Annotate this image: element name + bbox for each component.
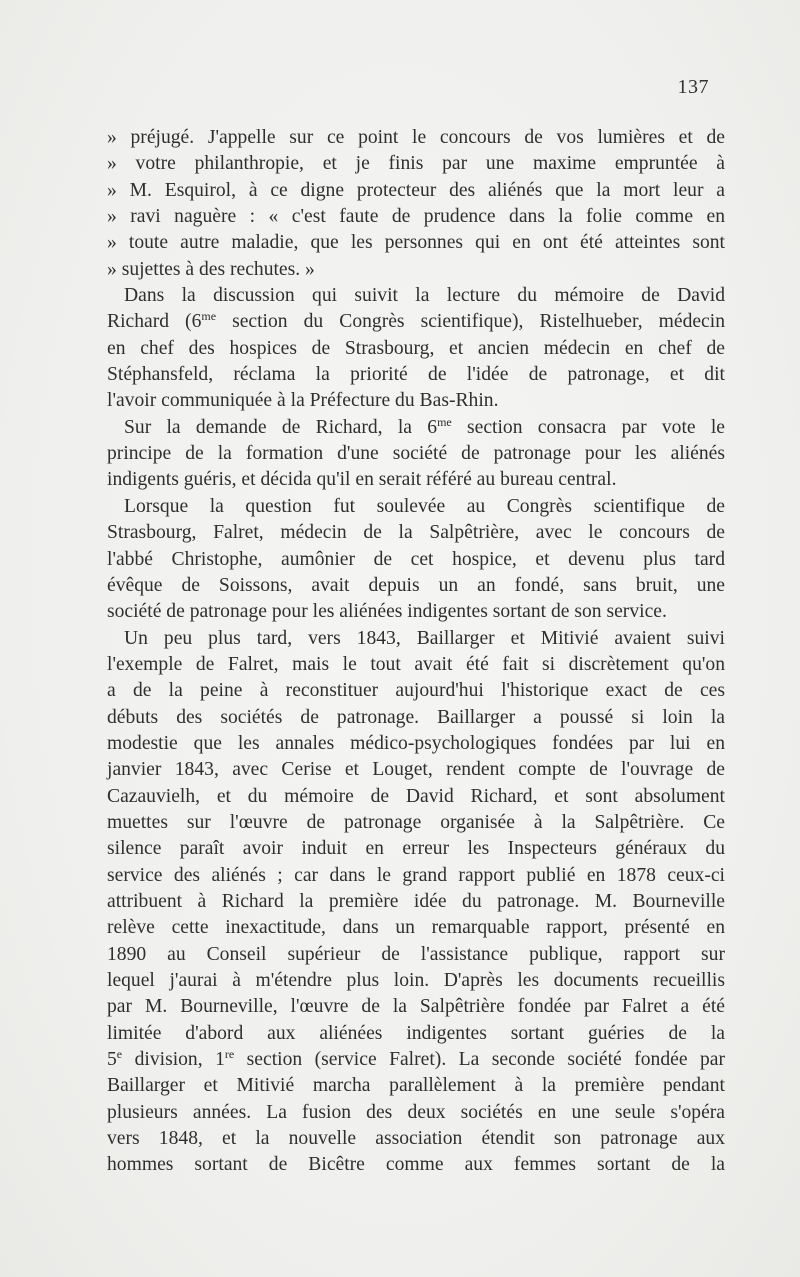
body-text (107, 125, 725, 1179)
text-line: » toute autre maladie, que les personnes qui en ont été atteintes sont (107, 232, 725, 254)
text-line: » sujettes à des rechutes. » (107, 258, 315, 280)
page-number: 137 (677, 76, 709, 98)
paragraph (107, 415, 725, 494)
text-line: Dans la discussion qui suivit la lecture du mémoire de David (124, 285, 725, 307)
text-line: attribuent à Richard la première idée du patronage. M. Bourneville (107, 890, 725, 912)
text-line: l'abbé Christophe, aumônier de cet hospice, et devenu plus tard (107, 548, 725, 570)
text-line: plusieurs années. La fusion des deux sociétés en une seule s'opéra (107, 1101, 725, 1123)
text-line: » préjugé. J'appelle sur ce point le concours de vos lumières et de (107, 127, 725, 148)
text-line: Richard ($6^{me}$ section du Congrès scientifique), Ristelhueber, médecin (107, 309, 725, 333)
text-line: débuts des sociétés de patronage. Baillarger a poussé si loin la (107, 706, 725, 728)
text-line: » M. Esquirol, à ce digne protecteur des aliénés que la mort leur a (107, 179, 725, 201)
text-line: par M. Bourneville, l'œuvre de la Salpêtrière fondée par Falret a été (107, 996, 725, 1018)
text-line: Cazauvielh, et du mémoire de David Richard, et sont absolument (107, 785, 725, 807)
text-line: principe de la formation d'une société de patronage pour les aliénés (107, 443, 725, 465)
text-line: Strasbourg, Falret, médecin de la Salpêtrière, avec le concours de (107, 522, 725, 544)
paragraph (107, 283, 725, 415)
text-line: Baillarger et Mitivié marcha parallèlement à la première pendant (107, 1075, 725, 1097)
text-line: lequel j'aurai à m'étendre plus loin. D'après les documents recueillis (107, 970, 725, 991)
text-line: modestie que les annales médico-psychologiques fondées par lui en (107, 732, 725, 754)
text-line: janvier 1843, avec Cerise et Louget, rendent compte de l'ouvrage de (107, 759, 725, 781)
text-line: l'avoir communiquée à la Préfecture du Bas-Rhin. (107, 390, 499, 412)
text-line: relève cette inexactitude, dans un remarquable rapport, présenté en (107, 917, 725, 939)
text-line: indigents guéris, et décida qu'il en serait référé au bureau central. (107, 469, 617, 491)
text-line: a de la peine à reconstituer aujourd'hui l'historique exact de ces (107, 680, 725, 702)
text-line: Sur la demande de Richard, la $6^{me}$ section consacra par vote le (124, 414, 726, 438)
text-line: muettes sur l'œuvre de patronage organisée à la Salpêtrière. Ce (107, 811, 725, 833)
text-line: Lorsque la question fut soulevée au Congrès scientifique de (124, 495, 725, 517)
text-line: en chef des hospices de Strasbourg, et ancien médecin en chef de (107, 337, 725, 359)
text-line: Stéphansfeld, réclama la priorité de l'idée de patronage, et dit (107, 364, 725, 386)
text-line: silence paraît avoir induit en erreur les Inspecteurs généraux du (107, 838, 725, 860)
text-line: Un peu plus tard, vers 1843, Baillarger et Mitivié avaient suivi (124, 627, 725, 649)
paragraph (107, 125, 725, 283)
text-line: 5e division, 1re section (service Falret). La seconde société fondée par (107, 1047, 725, 1071)
text-line: hommes sortant de Bicêtre comme aux femmes sortant de la (107, 1154, 725, 1176)
text-line: évêque de Soissons, avait depuis un an fondé, sans bruit, une (107, 574, 725, 596)
text-line: société de patronage pour les aliénées indigentes sortant de son service. (107, 601, 667, 623)
text-line: vers 1848, et la nouvelle association étendit son patronage aux (107, 1128, 725, 1150)
text-line: » ravi naguère : « c'est faute de prudence dans la folie comme en (107, 206, 725, 228)
paragraph (107, 626, 725, 1179)
text-line: » votre philanthropie, et je finis par une maxime empruntée à (107, 153, 725, 175)
text-line: l'exemple de Falret, mais le tout avait été fait si discrètement qu'on (107, 653, 725, 675)
paragraph (107, 494, 725, 626)
text-line: 1890 au Conseil supérieur de l'assistance publique, rapport sur (107, 943, 725, 965)
text-line: service des aliénés ; car dans le grand rapport publié en 1878 ceux-ci (107, 864, 725, 886)
text-line: limitée d'abord aux aliénées indigentes sortant guéries de la (107, 1022, 725, 1044)
